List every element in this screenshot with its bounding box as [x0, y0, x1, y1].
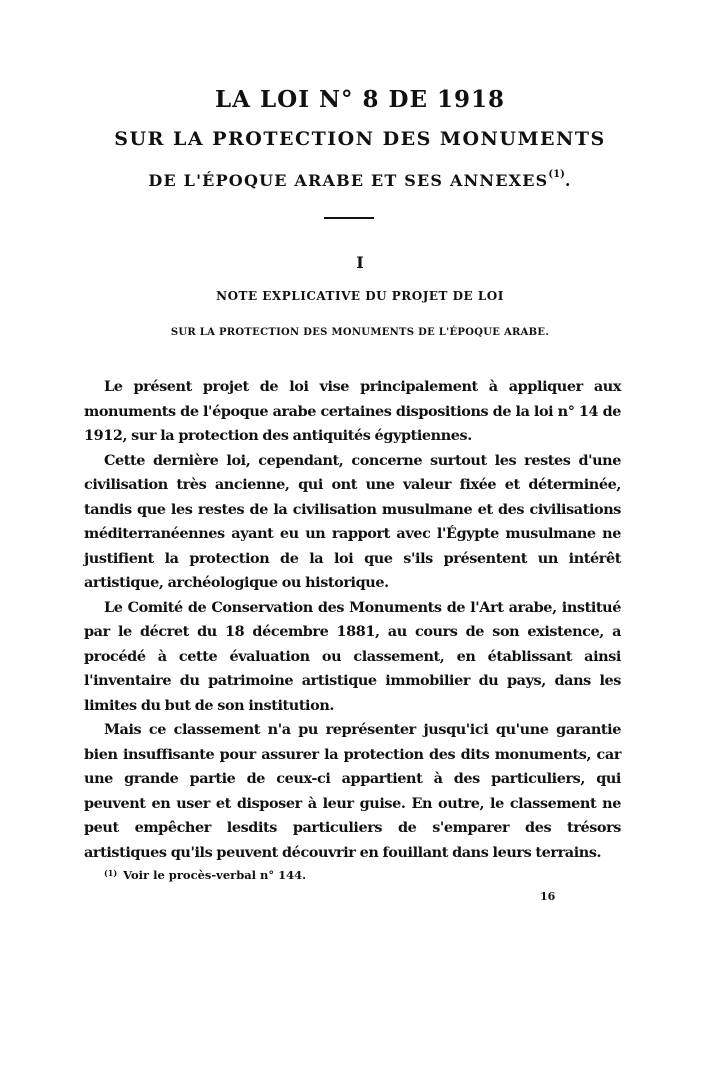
title-line-3	[0, 171, 720, 190]
footnote	[104, 868, 306, 882]
title-divider	[324, 217, 374, 219]
title-line-3-end: .	[564, 171, 572, 190]
body-text	[84, 375, 621, 865]
main-title: LA LOI N° 8 DE 1918	[214, 86, 506, 113]
section-subtitle: SUR LA PROTECTION DES MONUMENTS DE L'ÉPOQUE ARABE.	[170, 327, 550, 338]
footnote-mark: (1)	[104, 868, 118, 878]
paragraph-3: Le Comité de Conservation des Monuments de l'Art arabe, institué par le décret du 18 décembre 1881, au cours de son existence, a procédé à cette évaluation ou classement, en établissant ainsi l'inventaire du patrimoine artistique immobilier du pays, dans les limites du but de son institution.	[84, 598, 621, 714]
section-title: NOTE EXPLICATIVE DU PROJET DE LOI	[216, 289, 504, 303]
page-number: 16	[540, 890, 556, 903]
footnote-text: Voir le procès-verbal n° 144.	[123, 868, 307, 882]
paragraph-4: Mais ce classement n'a pu représenter jusqu'ici qu'une garantie bien insuffisante pour assurer la protection des dits monuments, car une grande partie de ceux-ci appartient à des particuliers, qui peuvent en user et disposer à leur guise. En outre, le classement ne peut empêcher lesdits particuliers de s'emparer des trésors artistiques qu'ils peuvent découvrir en fouillant dans leurs terrains.	[84, 721, 621, 861]
title-line-2: SUR LA PROTECTION DES MONUMENTS	[114, 128, 606, 150]
paragraph-1: Le présent projet de loi vise principalement à appliquer aux monuments de l'époque arabe certaines dispositions de la loi n° 14 de 1912, sur la protection des antiquités égyptiennes.	[84, 378, 621, 444]
paragraph-2: Cette dernière loi, cependant, concerne surtout les restes d'une civilisation très ancienne, qui ont une valeur fixée et déterminée, tandis que les restes de la civilisation musulmane et des civilisations méditerranéennes ayant eu un rapport avec l'Égypte musulmane ne justifient la protection de la loi que s'ils présentent un intérêt artistique, archéologique ou historique.	[84, 451, 621, 591]
section-number: I	[356, 253, 364, 272]
title-line-3-text: DE L'ÉPOQUE ARABE ET SES ANNEXES	[148, 171, 549, 190]
footnote-reference[interactable]: (1)	[548, 169, 565, 180]
